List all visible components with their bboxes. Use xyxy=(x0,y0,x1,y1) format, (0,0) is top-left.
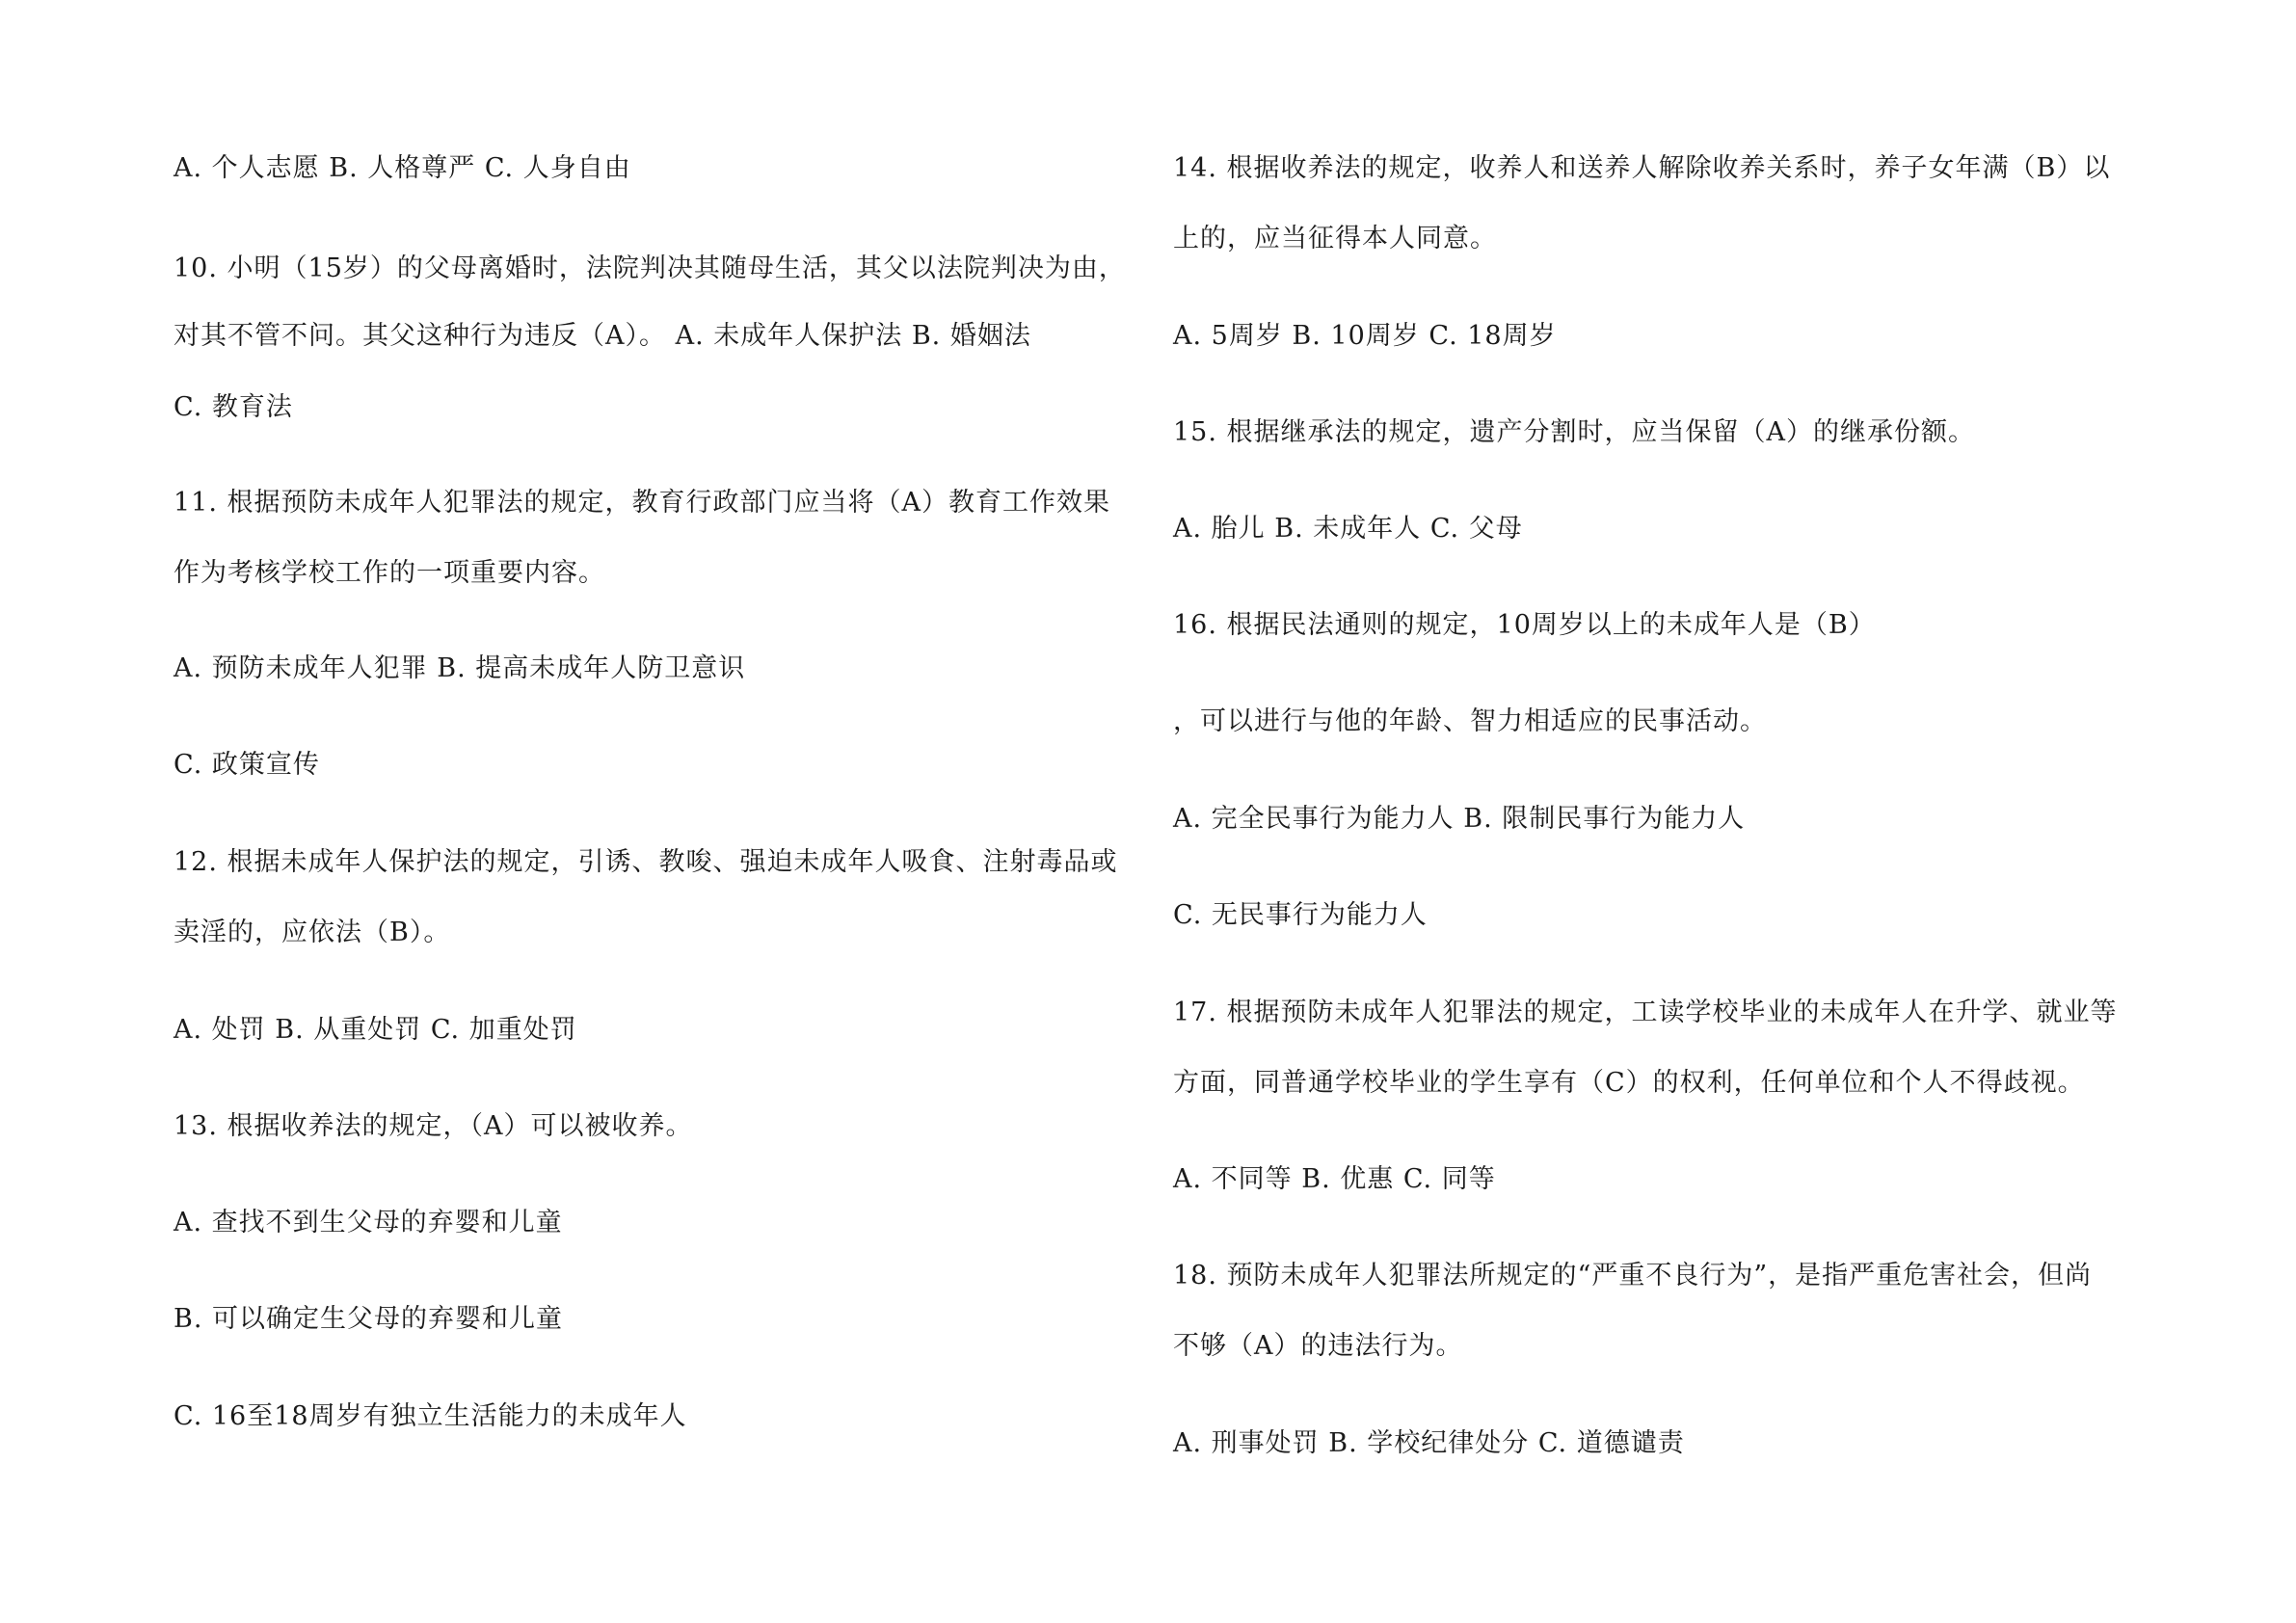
q13-option-c: C. 16至18周岁有独立生活能力的未成年人 xyxy=(174,1401,687,1431)
q11-text-line-2: 作为考核学校工作的一项重要内容。 xyxy=(174,558,605,588)
q17-text-line-2: 方面，同普通学校毕业的学生享有（C）的权利，任何单位和个人不得歧视。 xyxy=(1173,1068,2085,1098)
q13-text: 13. 根据收养法的规定，（A）可以被收养。 xyxy=(174,1111,693,1141)
q11-options: A. 预防未成年人犯罪 B. 提高未成年人防卫意识 xyxy=(174,653,746,683)
q9-options: A. 个人志愿 B. 人格尊严 C. 人身自由 xyxy=(174,153,631,183)
q18-text-line-2: 不够（A）的违法行为。 xyxy=(1173,1331,1463,1361)
q16-text-line-1: 16. 根据民法通则的规定，10周岁以上的未成年人是（B） xyxy=(1173,610,1876,640)
q14-text-line-1: 14. 根据收养法的规定，收养人和送养人解除收养关系时，养子女年满（B）以 xyxy=(1173,153,2111,183)
q18-options: A. 刑事处罚 B. 学校纪律处分 C. 道德谴责 xyxy=(1173,1428,1685,1458)
q15-text: 15. 根据继承法的规定，遗产分割时，应当保留（A）的继承份额。 xyxy=(1173,417,1976,447)
q14-options: A. 5周岁 B. 10周岁 C. 18周岁 xyxy=(1173,321,1557,351)
q10-text-line-1: 10. 小明（15岁）的父母离婚时，法院判决其随母生活，其父以法院判决为由， xyxy=(174,253,1126,283)
q15-options: A. 胎儿 B. 未成年人 C. 父母 xyxy=(1173,514,1523,544)
q11-option-c: C. 政策宣传 xyxy=(174,750,320,780)
q17-text-line-1: 17. 根据预防未成年人犯罪法的规定，工读学校毕业的未成年人在升学、就业等 xyxy=(1173,998,2118,1027)
q18-text-line-1: 18. 预防未成年人犯罪法所规定的“严重不良行为”，是指严重危害社会，但尚 xyxy=(1173,1261,2093,1290)
q14-text-line-2: 上的，应当征得本人同意。 xyxy=(1173,224,1497,253)
q13-option-b: B. 可以确定生父母的弃婴和儿童 xyxy=(174,1304,564,1334)
q11-text-line-1: 11. 根据预防未成年人犯罪法的规定，教育行政部门应当将（A）教育工作效果 xyxy=(174,488,1111,518)
q10-option-c: C. 教育法 xyxy=(174,392,293,422)
q12-text-line-2: 卖淫的，应依法（B）。 xyxy=(174,918,451,947)
q12-options: A. 处罚 B. 从重处罚 C. 加重处罚 xyxy=(174,1015,577,1045)
q12-text-line-1: 12. 根据未成年人保护法的规定，引诱、教唆、强迫未成年人吸食、注射毒品或 xyxy=(174,847,1118,877)
q16-options: A. 完全民事行为能力人 B. 限制民事行为能力人 xyxy=(1173,804,1746,834)
q10-text-line-2: 对其不管不问。其父这种行为违反（A）。 A. 未成年人保护法 B. 婚姻法 xyxy=(174,321,1031,351)
q16-option-c: C. 无民事行为能力人 xyxy=(1173,900,1428,930)
q16-text-line-2: ，可以进行与他的年龄、智力相适应的民事活动。 xyxy=(1173,706,1767,736)
q17-options: A. 不同等 B. 优惠 C. 同等 xyxy=(1173,1164,1496,1194)
q13-option-a: A. 查找不到生父母的弃婴和儿童 xyxy=(174,1208,563,1237)
